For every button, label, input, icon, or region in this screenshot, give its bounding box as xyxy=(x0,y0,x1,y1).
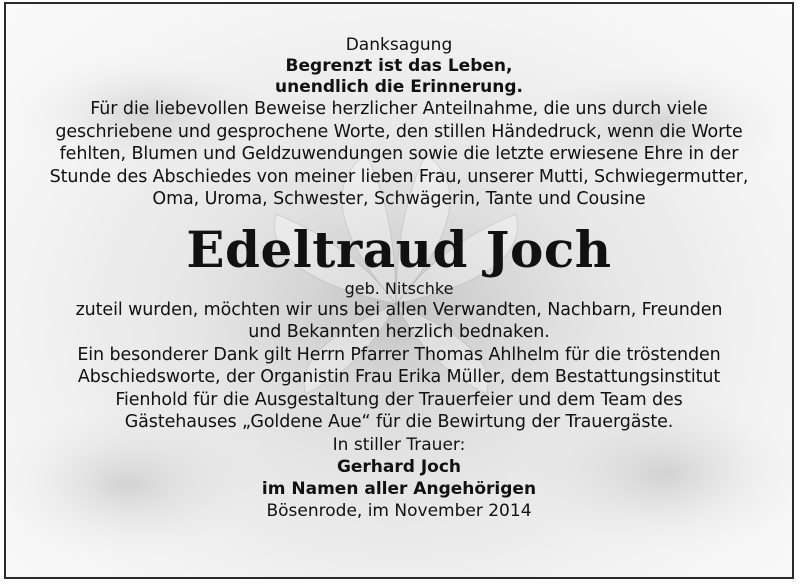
on-behalf-line: im Namen aller Angehörigen xyxy=(261,478,537,499)
intro-line: Stunde des Abschiedes von meiner lieben Frau, unserer Mutti, Schwiegermutter, xyxy=(49,166,749,187)
deceased-name: Edeltraud Joch xyxy=(186,219,612,279)
mourning-label: In stiller Trauer: xyxy=(332,434,466,455)
special-thanks-line: Gästehauses „Goldene Aue“ für die Bewirtung der Trauergäste. xyxy=(124,412,674,432)
thanks-line: und Bekannten herzlich bednaken. xyxy=(248,322,550,342)
maiden-name: geb. Nitschke xyxy=(344,278,454,298)
obituary-card xyxy=(4,2,794,579)
notice-title: Danksagung xyxy=(345,35,453,55)
special-thanks-line: Abschiedsworte, der Organistin Frau Erika Müller, dem Bestattungsinstitut xyxy=(77,367,721,387)
intro-line: fehlten, Blumen und Geldzuwendungen sowie die letzte erwiesene Ehre in der xyxy=(59,144,739,164)
special-thanks-line: Fienhold für die Ausgestaltung der Trauerfeier und dem Team des xyxy=(115,389,683,410)
intro-line: Oma, Uroma, Schwester, Schwägerin, Tante und Cousine xyxy=(152,189,646,209)
thanks-line: zuteil wurden, möchten wir uns bei allen Verwandten, Nachbarn, Freunden xyxy=(75,299,723,320)
notice-text xyxy=(6,4,792,577)
motto-line: unendlich die Erinnerung. xyxy=(275,77,523,97)
intro-line: Für die liebevollen Beweise herzlicher Anteilnahme, die uns durch viele xyxy=(90,99,708,119)
signatory-name: Gerhard Joch xyxy=(336,456,462,477)
place-date: Bösenrode, im November 2014 xyxy=(266,500,532,521)
intro-line: geschriebene und gesprochene Worte, den stillen Händedruck, wenn die Worte xyxy=(55,121,743,142)
motto-line: Begrenzt ist das Leben, xyxy=(285,56,513,76)
special-thanks-line: Ein besonderer Dank gilt Herrn Pfarrer Thomas Ahlhelm für die tröstenden xyxy=(77,344,721,365)
